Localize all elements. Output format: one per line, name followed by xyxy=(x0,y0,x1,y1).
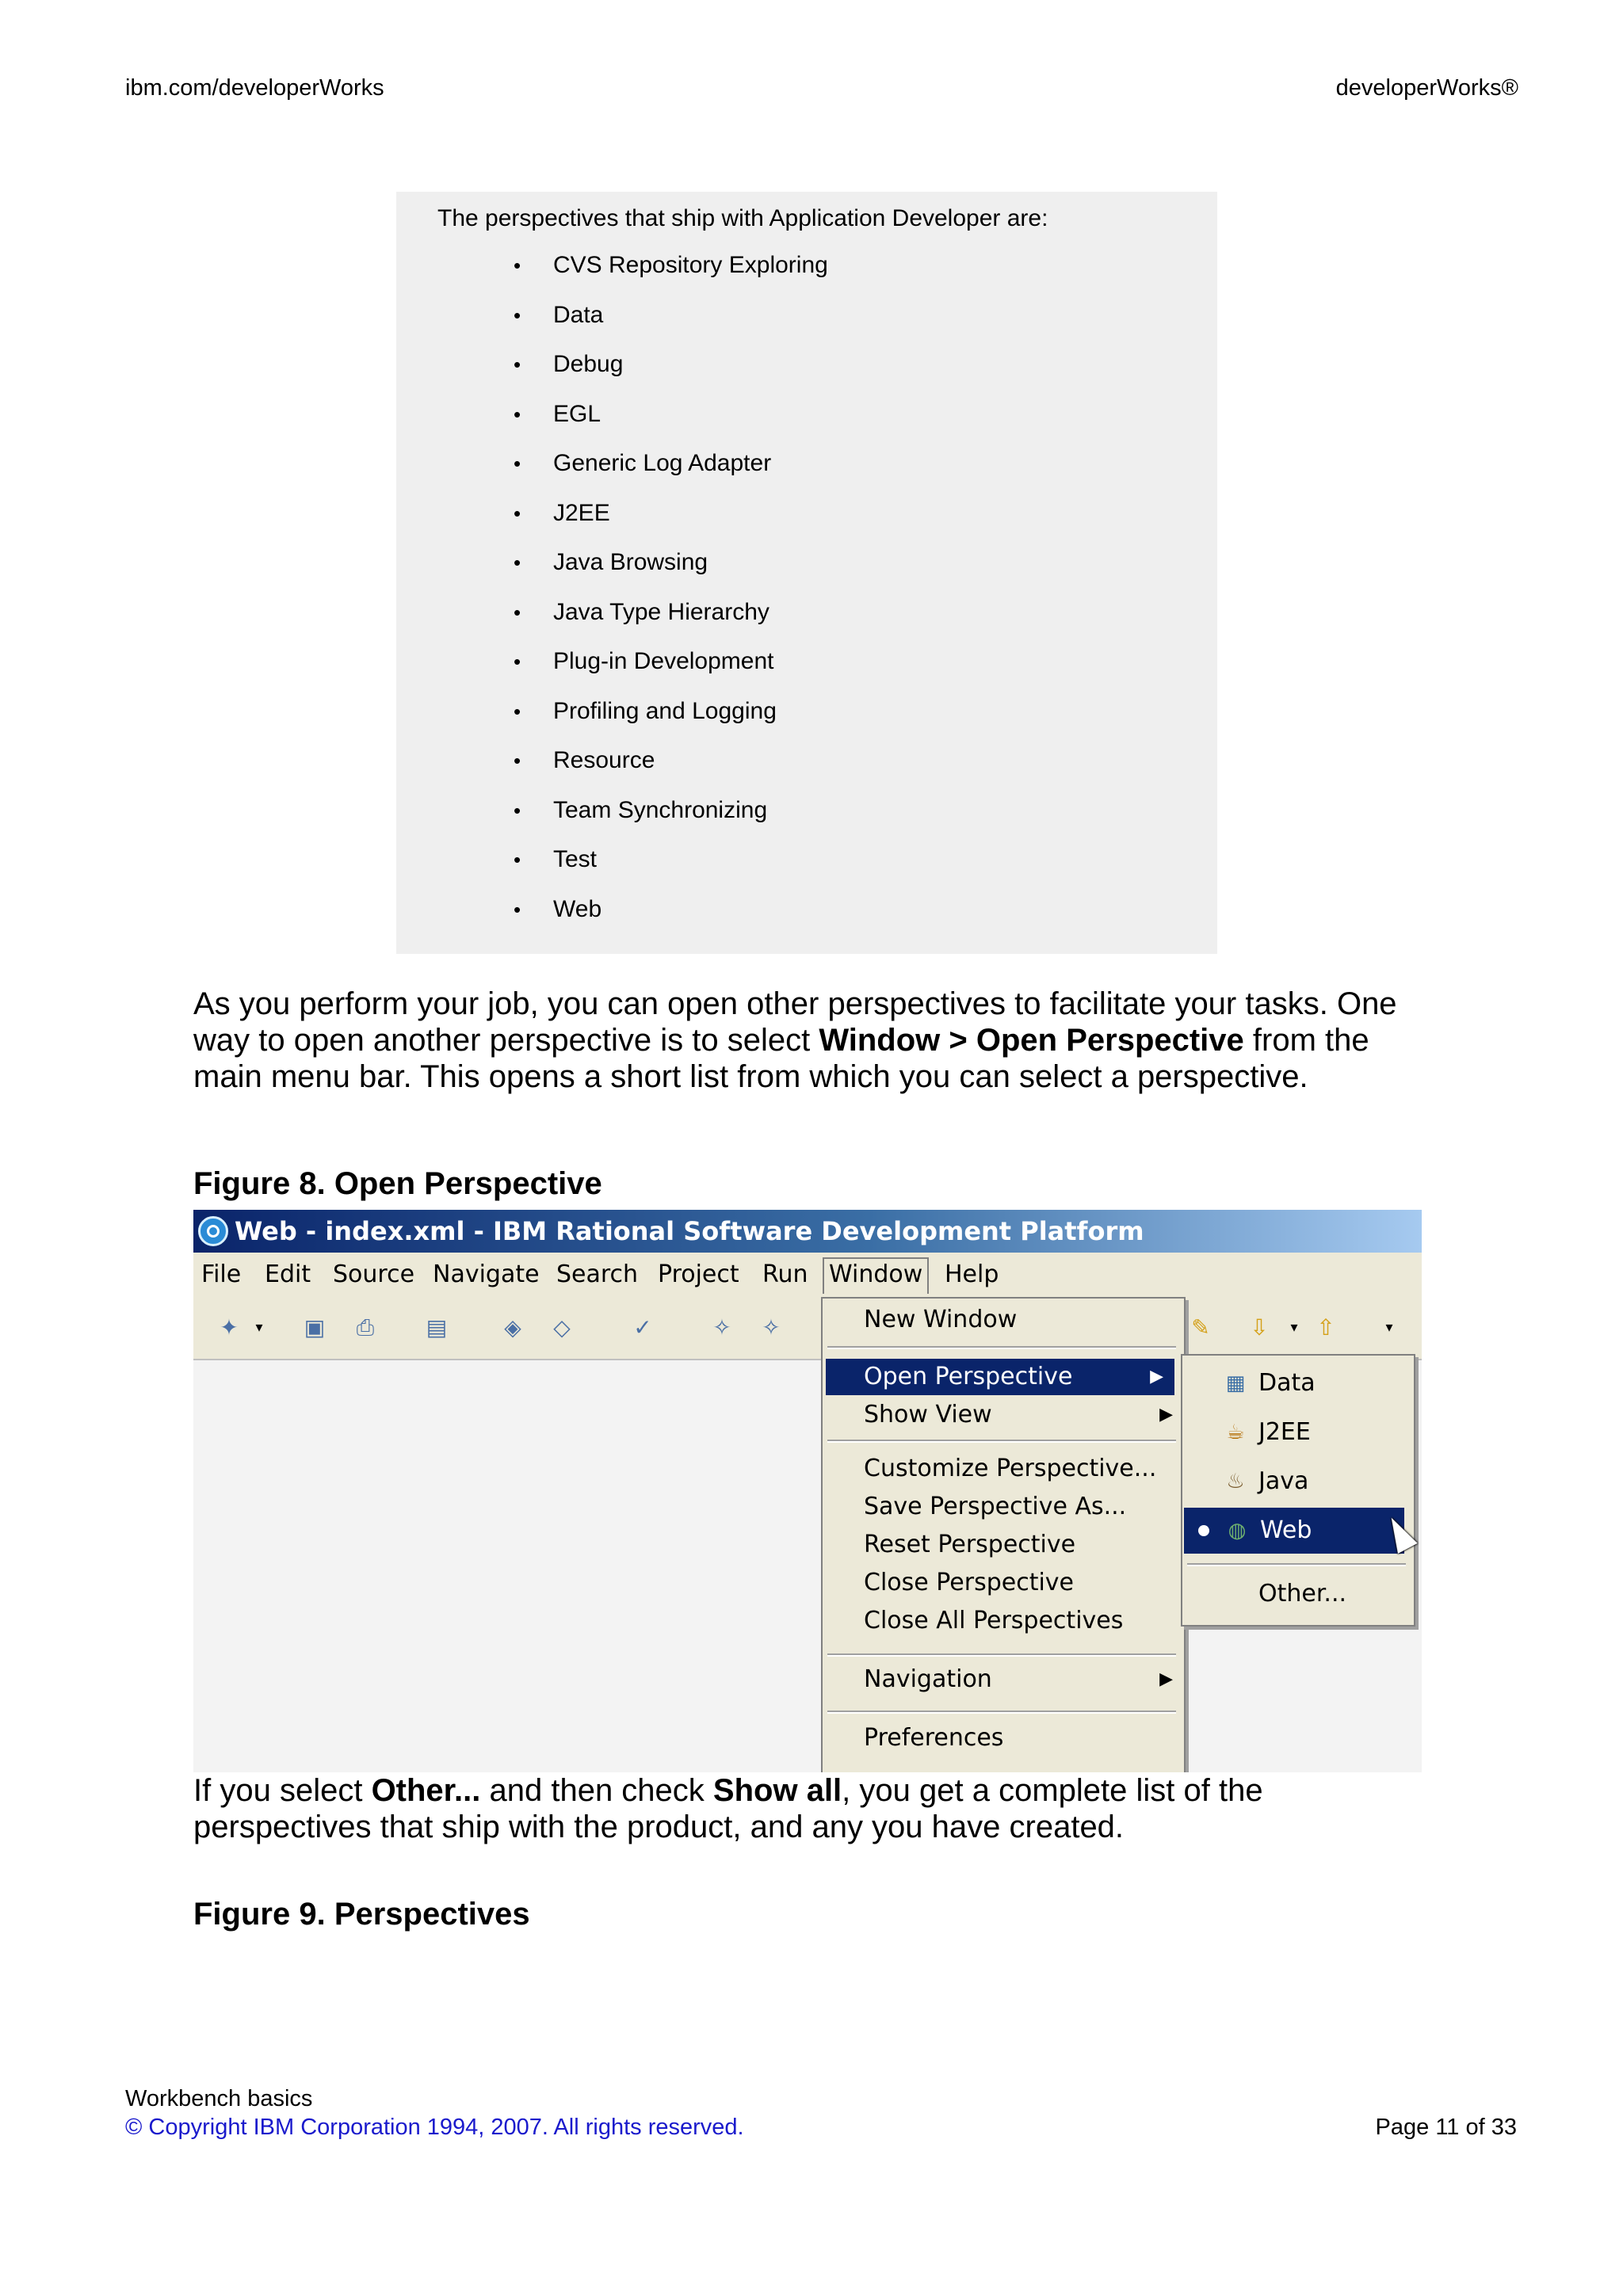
bullet-icon: • xyxy=(514,501,521,525)
submenu-arrow-icon: ▶ xyxy=(1159,1405,1173,1425)
save-icon[interactable]: ▣ xyxy=(304,1314,326,1341)
open-perspective-submenu xyxy=(1181,1354,1415,1627)
paragraph-open-perspective: As you perform your job, you can open other perspectives to facilitate your tasks. One way to open another perspective is to select Window > Open Perspective from the main menu bar. This opens a short list from which you can select a perspective. xyxy=(193,986,1397,1094)
menu-window[interactable]: Window xyxy=(823,1257,929,1294)
spelling-icon[interactable]: ✓ xyxy=(633,1314,652,1341)
paragraph-other-show-all: If you select Other... and then check Show all, you get a complete list of the perspectives that ship with the product, and any you have created. xyxy=(193,1773,1263,1844)
menu-navigate[interactable]: Navigate xyxy=(433,1261,540,1288)
bullet-icon: • xyxy=(514,551,521,574)
menu-separator xyxy=(827,1440,1176,1443)
new-file-icon[interactable]: ◇ xyxy=(553,1314,571,1341)
header-site: ibm.com/developerWorks xyxy=(125,75,384,101)
menu-item-open-perspective[interactable]: Open Perspective ▶ xyxy=(826,1359,1174,1395)
prev-annotation-icon[interactable]: ⇧ xyxy=(1316,1314,1335,1341)
new-project-icon[interactable]: ✧ xyxy=(712,1314,731,1341)
sidebar-box: The perspectives that ship with Application Developer are: • CVS Repository Exploring • Data • Debug • EGL • Generic Log Adapter • J2EE • Java Browsing • Java Type Hierarchy • Plug-in Development • Profiling and Logging • Resource • Team Synchronizing • Test • Web xyxy=(396,192,1217,954)
footer-copyright-link[interactable]: © Copyright IBM Corporation 1994, 2007. All rights reserved. xyxy=(125,2115,744,2140)
submenu-item-j2ee[interactable]: ☕ J2EE xyxy=(1182,1409,1414,1455)
menu-separator xyxy=(1187,1563,1406,1566)
dropdown-arrow-icon[interactable]: ▾ xyxy=(255,1319,263,1336)
dropdown-arrow-icon[interactable]: ▾ xyxy=(1290,1319,1298,1336)
new-package-icon[interactable]: ✧ xyxy=(762,1314,781,1341)
submenu-arrow-icon: ▶ xyxy=(1159,1669,1173,1689)
menu-help[interactable]: Help xyxy=(945,1261,999,1288)
binary-icon[interactable]: ▤ xyxy=(426,1314,448,1341)
dropdown-arrow-icon[interactable]: ▾ xyxy=(1385,1319,1393,1336)
menu-separator xyxy=(827,1711,1176,1714)
bullet-icon: • xyxy=(514,452,521,475)
bullet-icon: • xyxy=(514,650,521,673)
bullet-icon: • xyxy=(514,699,521,723)
submenu-item-data[interactable]: ▦ Data xyxy=(1182,1360,1414,1406)
menu-separator xyxy=(827,1653,1176,1657)
header-brand: developerWorks® xyxy=(1335,75,1518,101)
toolbar xyxy=(193,1295,1422,1360)
data-perspective-icon: ▦ xyxy=(1225,1371,1246,1395)
window-menu-dropdown xyxy=(821,1297,1186,1772)
submenu-item-other[interactable]: Other... xyxy=(1258,1580,1347,1608)
window-title-bar xyxy=(193,1210,1422,1253)
window-title: Web - index.xml - IBM Rational Software Development Platform xyxy=(235,1216,1144,1246)
footer-title: Workbench basics xyxy=(125,2086,313,2111)
menu-file[interactable]: File xyxy=(201,1261,242,1288)
bullet-icon: • xyxy=(514,798,521,822)
bullet-icon: • xyxy=(514,600,521,624)
bullet-icon: • xyxy=(514,749,521,772)
bullet-icon: • xyxy=(514,402,521,426)
menu-item-navigation[interactable]: Navigation ▶ xyxy=(823,1661,1184,1698)
bullet-icon: • xyxy=(514,353,521,376)
next-annotation-icon[interactable]: ⇩ xyxy=(1250,1314,1269,1341)
selected-dot-icon xyxy=(1198,1525,1209,1536)
new-icon[interactable]: ✦ xyxy=(220,1314,239,1341)
bullet-icon: • xyxy=(514,254,521,277)
submenu-arrow-icon: ▶ xyxy=(1150,1367,1163,1386)
page-number: Page 11 of 33 xyxy=(1375,2115,1517,2140)
menu-search[interactable]: Search xyxy=(556,1261,639,1288)
web-globe-icon: ◍ xyxy=(1228,1519,1247,1543)
submenu-item-web[interactable]: ◍ Web xyxy=(1184,1508,1404,1554)
menu-item-save-perspective-as[interactable]: Save Perspective As... xyxy=(864,1493,1127,1520)
figure-9-title: Figure 9. Perspectives xyxy=(193,1897,530,1932)
submenu-item-java[interactable]: ♨ Java xyxy=(1182,1459,1414,1505)
menu-separator xyxy=(827,1346,1176,1349)
bullet-icon: • xyxy=(514,848,521,871)
menu-edit[interactable]: Edit xyxy=(265,1261,311,1288)
sidebar-intro: The perspectives that ship with Application Developer are: xyxy=(437,205,1048,231)
menu-project[interactable]: Project xyxy=(658,1261,739,1288)
open-perspective-screenshot xyxy=(193,1210,1422,1772)
j2ee-perspective-icon: ☕ xyxy=(1226,1421,1245,1444)
print-icon[interactable]: ⎙ xyxy=(356,1314,375,1341)
menu-item-new-window[interactable]: New Window xyxy=(864,1306,1018,1333)
menu-source[interactable]: Source xyxy=(333,1261,415,1288)
bullet-icon: • xyxy=(514,897,521,921)
menu-item-preferences[interactable]: Preferences xyxy=(864,1724,1004,1752)
menu-item-reset-perspective[interactable]: Reset Perspective xyxy=(864,1531,1076,1558)
menu-bar xyxy=(193,1253,1422,1295)
menu-run[interactable]: Run xyxy=(762,1261,808,1288)
app-icon xyxy=(198,1216,228,1246)
key-icon[interactable]: ✎ xyxy=(1191,1314,1210,1341)
menu-item-close-all-perspectives[interactable]: Close All Perspectives xyxy=(864,1607,1124,1634)
figure-8-title: Figure 8. Open Perspective xyxy=(193,1166,602,1201)
menu-item-show-view[interactable]: Show View ▶ xyxy=(823,1397,1184,1433)
new-class-icon[interactable]: ◈ xyxy=(504,1314,521,1341)
java-perspective-icon: ♨ xyxy=(1226,1470,1245,1493)
menu-item-customize-perspective[interactable]: Customize Perspective... xyxy=(864,1455,1157,1482)
bullet-icon: • xyxy=(514,303,521,327)
menu-item-close-perspective[interactable]: Close Perspective xyxy=(864,1569,1075,1596)
